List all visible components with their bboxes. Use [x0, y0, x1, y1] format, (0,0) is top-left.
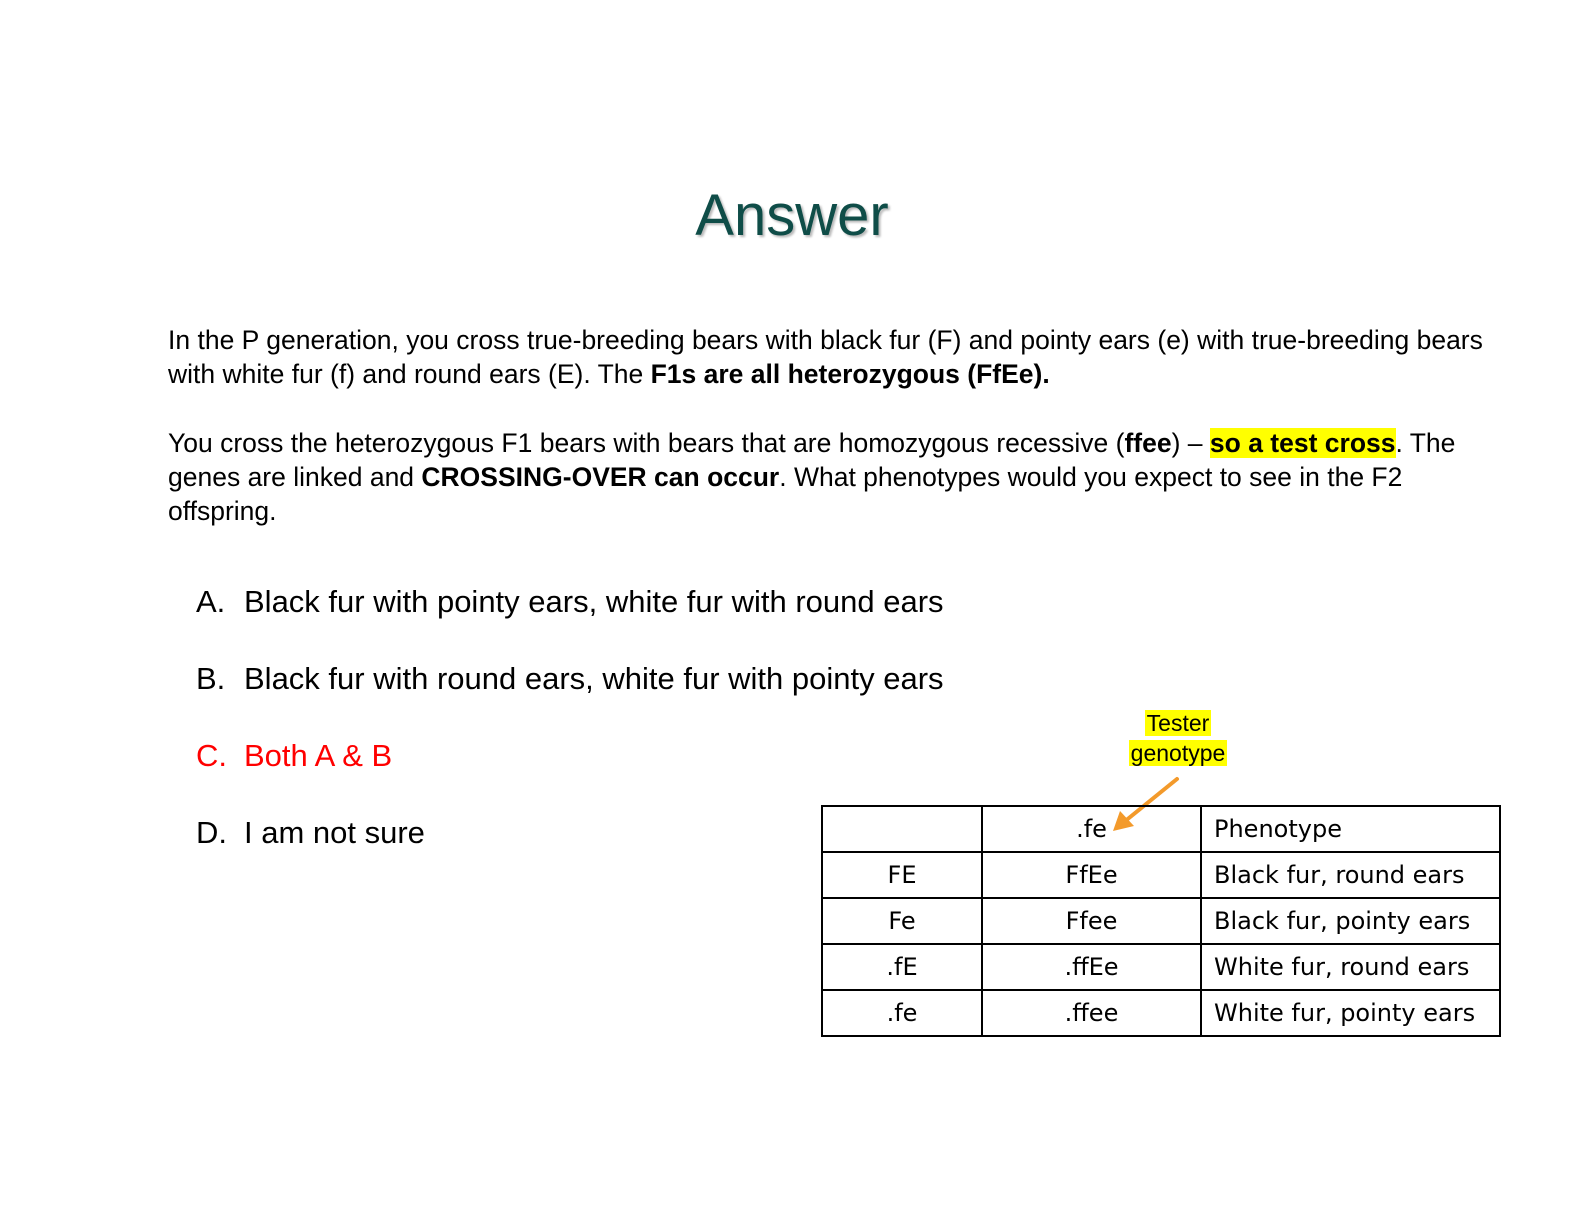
- table-header-row: [822, 806, 1500, 852]
- option-letter: B.: [196, 661, 226, 696]
- option-text: Black fur with round ears, white fur with pointy ears: [244, 661, 944, 696]
- table-row: [822, 898, 1500, 944]
- table-cell: FE: [822, 852, 982, 898]
- slide-title: Answer: [695, 183, 889, 248]
- option-text: Black fur with pointy ears, white fur with round ears: [244, 584, 944, 619]
- table-cell: FfEe: [982, 852, 1201, 898]
- table-row: [822, 852, 1500, 898]
- option-text: I am not sure: [244, 815, 425, 850]
- callout-line-2: genotype: [1130, 740, 1226, 766]
- table-cell: .ffEe: [982, 944, 1201, 990]
- question-text-1: You cross the heterozygous F1 bears with bears that are homozygous recessive (: [168, 428, 1125, 458]
- option-letter: A.: [196, 584, 226, 619]
- test-cross-highlight: so a test cross: [1209, 428, 1396, 458]
- table-cell: .fE: [822, 944, 982, 990]
- crossing-over-bold: CROSSING-OVER can occur: [421, 462, 780, 492]
- option-text: Both A & B: [244, 738, 393, 773]
- table-row: [822, 944, 1500, 990]
- table-cell: White fur, round ears: [1201, 944, 1500, 990]
- context-bold-text: F1s are all heterozygous (FfEe).: [650, 359, 1050, 389]
- table-cell: .ffee: [982, 990, 1201, 1036]
- option-letter: C.: [196, 738, 227, 773]
- question-bold-genotype: ffee: [1124, 428, 1172, 458]
- option-letter: D.: [196, 815, 227, 850]
- table-cell: Black fur, pointy ears: [1201, 898, 1500, 944]
- table-cell: White fur, pointy ears: [1201, 990, 1500, 1036]
- table-cell: .fe: [822, 990, 982, 1036]
- callout-line-1: Tester: [1146, 710, 1210, 736]
- table-cell: Phenotype: [1201, 806, 1500, 852]
- table-row: [822, 990, 1500, 1036]
- question-text-4: . What phenotypes would you expect to see in the F2 offspring.: [168, 462, 1403, 526]
- question-text-2: ) –: [1171, 428, 1210, 458]
- context-text: In the P generation, you cross true-breeding bears with black fur (F) and pointy ears (e) with true-breeding bears with white fur (f) and round ears (E). The: [168, 325, 1483, 389]
- table-cell: Ffee: [982, 898, 1201, 944]
- table-cell: Black fur, round ears: [1201, 852, 1500, 898]
- table-cell: [822, 806, 982, 852]
- question-text-3: . The genes are linked and: [168, 428, 1456, 492]
- genotype-table: [821, 805, 1501, 1037]
- table-cell: .fe: [982, 806, 1201, 852]
- table-cell: Fe: [822, 898, 982, 944]
